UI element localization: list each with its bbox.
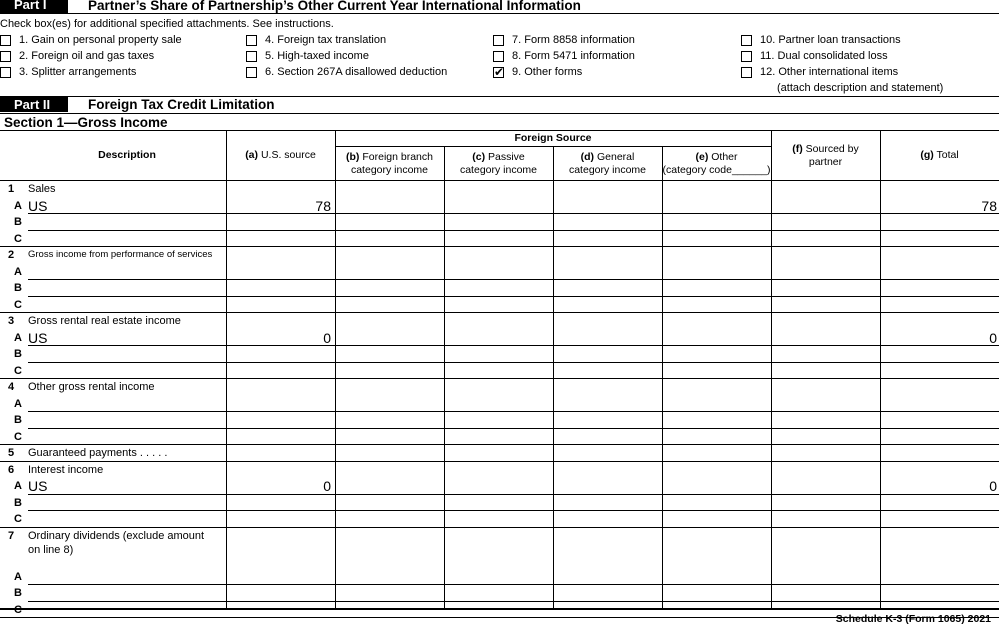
check-mark-icon: ✔ — [494, 65, 505, 79]
checkbox-label-1: 1. Gain on personal property sale — [19, 34, 182, 46]
sub-row-field[interactable] — [28, 396, 225, 411]
checkbox-item-2[interactable] — [0, 51, 11, 62]
checkbox-label-4: 4. Foreign tax translation — [265, 34, 387, 46]
sub-row-field[interactable] — [28, 495, 225, 510]
sub-row-letter: A — [14, 265, 22, 278]
col-b-text1: Foreign branch — [359, 151, 433, 163]
sub-row-field[interactable] — [28, 585, 225, 600]
country-value: US — [28, 478, 48, 494]
col-d-header — [553, 151, 662, 177]
col-b-letter: (b) — [346, 151, 360, 163]
line-number: 3 — [8, 315, 15, 327]
header-bottom-rule — [0, 180, 999, 181]
line-number: 5 — [8, 447, 15, 459]
col-c-text2: category income — [459, 164, 538, 176]
row-rule — [0, 444, 999, 445]
row-rule — [0, 461, 999, 462]
sub-row-letter: C — [14, 232, 22, 245]
col-rule-f — [771, 130, 772, 608]
checkbox-item-10[interactable] — [741, 35, 752, 46]
sub-row-field[interactable] — [28, 346, 225, 361]
sub-row-field[interactable] — [28, 412, 225, 427]
checkbox-label-8: 8. Form 5471 information — [512, 50, 635, 62]
foreign-source-header: Foreign Source — [514, 132, 592, 144]
col-rule-b — [335, 130, 336, 608]
sub-row-letter: C — [14, 513, 22, 525]
checkbox-label-9: 9. Other forms — [512, 66, 583, 78]
sub-row-letter: C — [14, 298, 22, 311]
item12-note: (attach description and statement) — [777, 82, 944, 94]
sub-row-letter: C — [14, 603, 22, 616]
form-footer: Schedule K-3 (Form 1065) 2021 — [835, 613, 991, 625]
sub-row-letter: C — [14, 364, 22, 377]
sub-row-field[interactable] — [28, 478, 225, 493]
checkbox-label-6: 6. Section 267A disallowed deduction — [265, 66, 448, 78]
sub-row-letter: B — [14, 414, 22, 426]
table-bottom-rule — [0, 608, 999, 610]
checkbox-label-11: 11. Dual consolidated loss — [760, 50, 888, 62]
part1-instruction: Check box(es) for additional specified attachments. See instructions. — [0, 18, 334, 30]
total-value: 78 — [981, 197, 997, 214]
line-description-cont: on line 8) — [28, 543, 74, 556]
part2-title: Foreign Tax Credit Limitation — [88, 97, 275, 112]
col-f-text2: partner — [808, 156, 843, 168]
sub-row-field[interactable] — [28, 569, 225, 584]
col-rule-c — [444, 146, 445, 608]
checkbox-item-9[interactable] — [493, 67, 504, 78]
country-value: US — [28, 197, 48, 214]
sub-row-letter: A — [14, 397, 22, 410]
row-rule — [0, 312, 999, 313]
col-b-text2: category income — [350, 164, 429, 176]
checkbox-label-7: 7. Form 8858 information — [512, 34, 635, 46]
part1-label: Part I — [0, 0, 68, 13]
checkbox-label-12: 12. Other international items — [760, 66, 899, 78]
line-description: Sales — [28, 183, 56, 195]
checkbox-label-5: 5. High-taxed income — [265, 50, 369, 62]
total-value: 0 — [989, 329, 997, 346]
line-number: 4 — [8, 381, 15, 393]
col-d-letter: (d) — [580, 151, 595, 163]
checkbox-label-10: 10. Partner loan transactions — [760, 34, 901, 46]
col-g-letter: (g) — [920, 149, 934, 161]
col-e-text2: (category code______) — [662, 164, 771, 176]
row-rule — [0, 378, 999, 379]
checkbox-item-7[interactable] — [493, 35, 504, 46]
table-top-rule — [0, 130, 999, 131]
col-a-header — [226, 149, 335, 162]
sub-row-letter: C — [14, 430, 22, 443]
sub-row-letter: B — [14, 587, 22, 599]
sub-row-field[interactable] — [28, 231, 225, 246]
line-number: 2 — [8, 249, 15, 261]
sub-row-letter: A — [14, 199, 22, 212]
col-c-header — [444, 151, 553, 177]
checkbox-label-2: 2. Foreign oil and gas taxes — [19, 50, 155, 62]
col-a-text: U.S. source — [258, 149, 316, 161]
col-e-header — [662, 151, 771, 177]
col-e-text1: Other — [708, 151, 738, 163]
sub-row-field[interactable] — [28, 363, 225, 378]
sub-row-field[interactable] — [28, 214, 225, 229]
col-b-header — [335, 151, 444, 177]
section1-title: Section 1—Gross Income — [4, 115, 168, 130]
row-rule — [0, 246, 999, 247]
col-rule-d — [553, 146, 554, 608]
sub-row-field[interactable] — [28, 264, 225, 279]
sub-row-letter: B — [14, 496, 22, 509]
sub-row-field[interactable] — [28, 297, 225, 312]
col-d-text1: General — [594, 151, 635, 163]
col-rule-g — [880, 130, 881, 608]
us-source-value: 0 — [323, 478, 331, 494]
col-c-letter: (c) — [472, 151, 486, 163]
col-g-header — [880, 149, 999, 162]
sub-row-field[interactable] — [28, 511, 225, 526]
col-rule-a — [226, 130, 227, 608]
checkbox-item-12[interactable] — [741, 67, 752, 78]
line-description: Guaranteed payments . . . . . — [28, 447, 168, 459]
sub-row-field[interactable] — [28, 429, 225, 444]
us-source-value: 78 — [315, 197, 331, 214]
checkbox-item-6[interactable] — [246, 67, 257, 78]
line-description: Other gross rental income — [28, 381, 155, 393]
col-c-text1: Passive — [485, 151, 525, 163]
line-number: 7 — [8, 529, 15, 542]
sub-row-letter: A — [14, 331, 22, 344]
part2-label: Part II — [0, 97, 68, 112]
col-f-letter: (f) — [792, 143, 803, 155]
country-value: US — [28, 329, 48, 346]
checkbox-item-1[interactable] — [0, 35, 11, 46]
part2-title-rule — [0, 113, 999, 114]
line-description: Ordinary dividends (exclude amount — [28, 529, 205, 542]
col-e-letter: (e) — [695, 151, 709, 163]
col-rule-e — [662, 146, 663, 608]
us-source-value: 0 — [323, 329, 331, 346]
sub-row-field[interactable] — [28, 280, 225, 295]
col-f-text1: Sourced by — [802, 143, 859, 155]
col-f-header — [771, 143, 880, 169]
checkbox-item-3[interactable] — [0, 67, 11, 78]
sub-row-letter: A — [14, 570, 22, 583]
sub-row-letter: B — [14, 282, 22, 294]
sub-row-letter: B — [14, 216, 22, 228]
sub-row-field[interactable] — [28, 330, 225, 345]
line-description: Gross income from performance of services — [28, 249, 213, 260]
col-g-text: Total — [933, 149, 959, 161]
col-d-text2: category income — [568, 164, 647, 176]
line-description: Interest income — [28, 463, 104, 476]
total-value: 0 — [989, 478, 997, 494]
part1-title: Partner’s Share of Partnership’s Other Current Year International Information — [88, 0, 581, 13]
line-number: 1 — [8, 183, 15, 195]
col-description-header: Description — [98, 149, 156, 161]
sub-row-letter: A — [14, 480, 22, 492]
checkbox-label-3: 3. Splitter arrangements — [19, 66, 137, 78]
checkbox-item-4[interactable] — [246, 35, 257, 46]
line-number: 6 — [8, 463, 15, 476]
sub-row-field[interactable] — [28, 198, 225, 213]
line-description: Gross rental real estate income — [28, 315, 181, 327]
checkbox-item-8[interactable] — [493, 51, 504, 62]
checkbox-item-11[interactable] — [741, 51, 752, 62]
checkbox-item-5[interactable] — [246, 51, 257, 62]
sub-row-letter: B — [14, 348, 22, 360]
col-a-letter: (a) — [245, 149, 259, 161]
